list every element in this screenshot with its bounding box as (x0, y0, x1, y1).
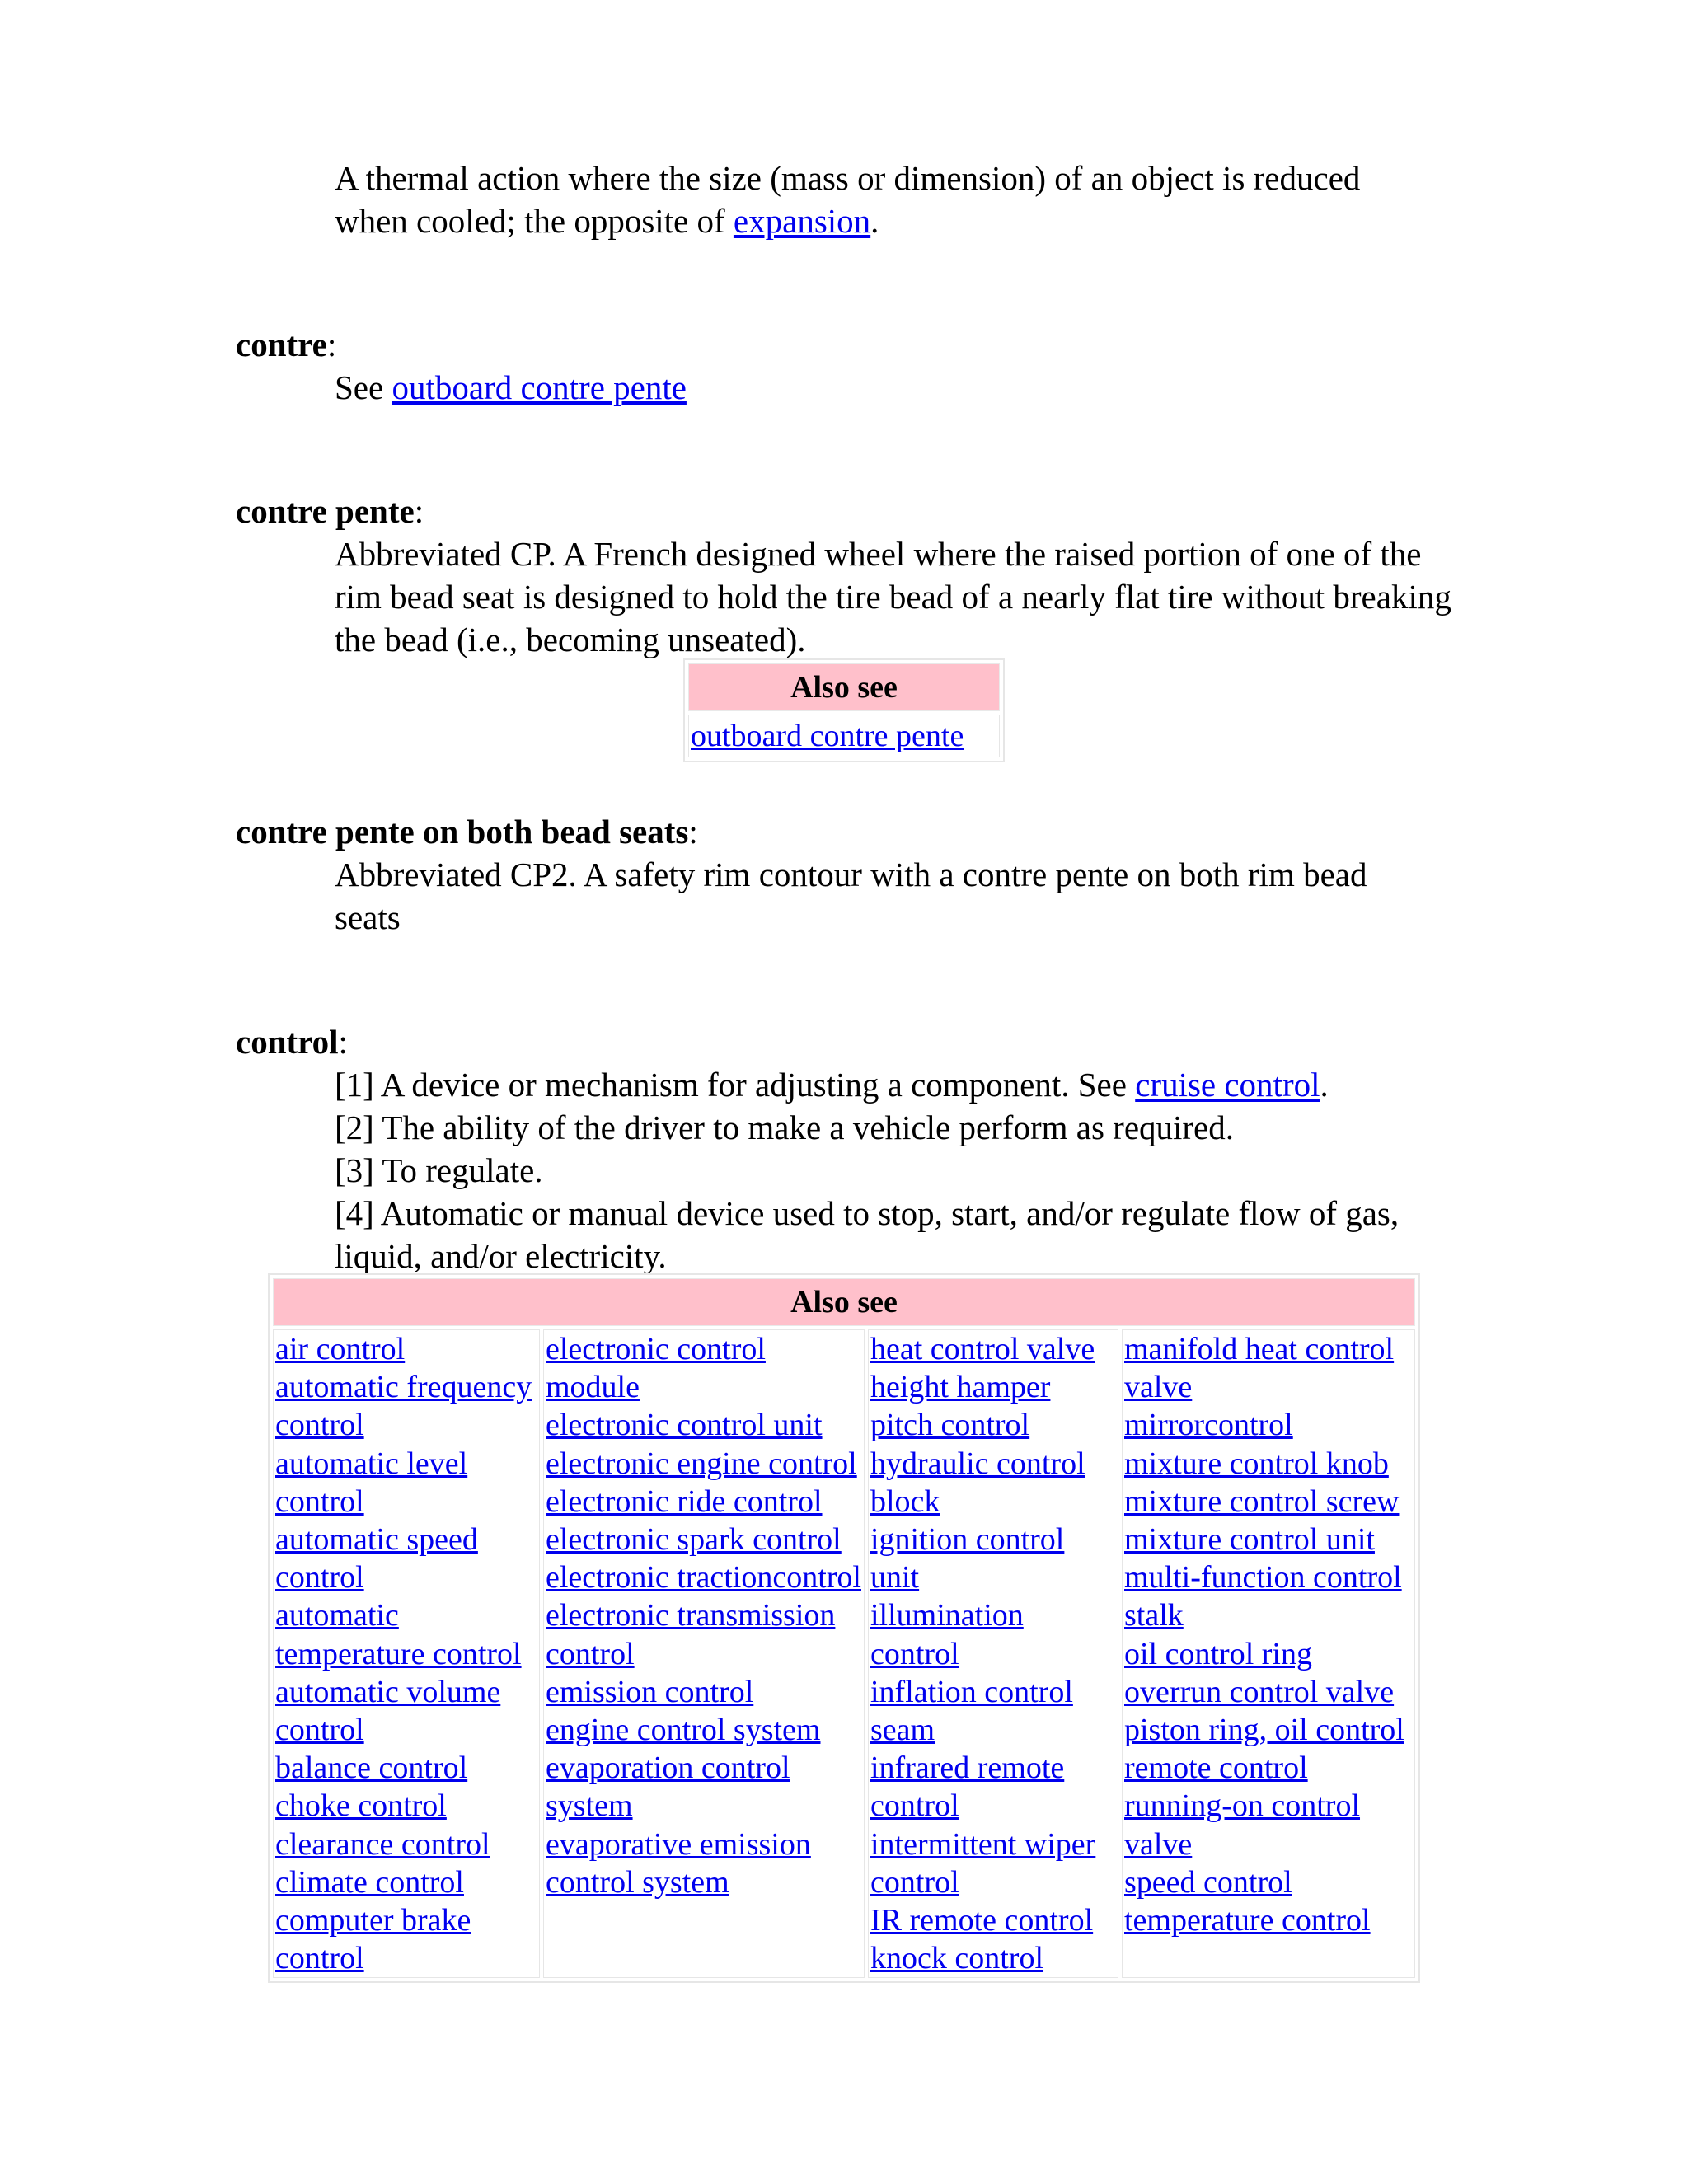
contraction-definition: A thermal action where the size (mass or dimension) of an object is reduced when cooled; the opposite of expansion. (335, 159, 1361, 240)
also-see-link-automatic-volume-control[interactable]: automatic volume control (275, 1674, 501, 1748)
also-see-link-climate-control[interactable]: climate control (275, 1864, 464, 1900)
also-see-link-automatic-temperature-control[interactable]: automatic temperature control (275, 1598, 522, 1671)
also-see-column-3 (868, 1329, 1118, 1978)
also-see-link-illumination-control[interactable]: illumination control (870, 1598, 1024, 1671)
also-see-link-multi-function-control-stalk[interactable]: multi-function control stalk (1124, 1560, 1402, 1633)
also-see-link-automatic-frequency-control[interactable]: automatic frequency control (275, 1370, 532, 1443)
control-def-2: [2] The ability of the driver to make a vehicle perform as required. (335, 1108, 1235, 1146)
also-see-link-overrun-control-valve[interactable]: overrun control valve (1124, 1674, 1395, 1709)
also-see-link-hydraulic-control-block[interactable]: hydraulic control block (870, 1446, 1085, 1519)
also-see-link-inflation-control-seam[interactable]: inflation control seam (870, 1674, 1073, 1748)
also-see-link-clearance-control[interactable]: clearance control (275, 1826, 490, 1862)
control-def-4: [4] Automatic or manual device used to stop, start, and/or regulate flow of gas, liquid, and/or electricity. (335, 1194, 1400, 1275)
control-def-1: [1] A device or mechanism for adjusting a component. See cruise control. (335, 1066, 1329, 1104)
link-outboard-contre-pente[interactable]: outboard contre pente (691, 719, 964, 753)
also-see-link-mixture-control-unit[interactable]: mixture control unit (1124, 1522, 1375, 1558)
also-see-table-contre-pente (683, 658, 1005, 762)
also-see-link-heat-control-valve[interactable]: heat control valve (870, 1332, 1095, 1366)
also-see-link-electronic-transmission-control[interactable]: electronic transmission control (546, 1598, 836, 1671)
also-see-link-ir-remote-control[interactable]: IR remote control (870, 1903, 1094, 1938)
also-see-link-electronic-ride-control[interactable]: electronic ride control (546, 1483, 823, 1519)
contre-pente-both-definition: Abbreviated CP2. A safety rim contour with a contre pente on both rim bead seats (335, 855, 1367, 936)
also-see-link-piston-ring-oil-control[interactable]: piston ring, oil control (1124, 1713, 1404, 1748)
control-def-3: [3] To regulate. (335, 1151, 543, 1189)
contre-pente-definition: Abbreviated CP. A French designed wheel where the raised portion of one of the rim bead seat is designed to hold the tire bead of a nearly flat tire without breaking the bead (i.e., becoming unseated). (335, 535, 1451, 658)
also-see-link-electronic-control-unit[interactable]: electronic control unit (546, 1408, 823, 1443)
also-see-link-remote-control[interactable]: remote control (1124, 1750, 1308, 1786)
also-see-link-engine-control-system[interactable]: engine control system (546, 1713, 821, 1748)
also-see-link-mixture-control-knob[interactable]: mixture control knob (1124, 1446, 1389, 1481)
also-see-header: Also see (273, 1278, 1415, 1326)
also-see-column-4 (1122, 1329, 1415, 1978)
link-outboard-contre-pente[interactable]: outboard contre pente (392, 368, 687, 406)
also-see-link-mixture-control-screw[interactable]: mixture control screw (1124, 1483, 1400, 1519)
also-see-link-air-control[interactable]: air control (275, 1332, 406, 1366)
also-see-link-temperature-control[interactable]: temperature control (1124, 1903, 1371, 1938)
also-see-link-evaporative-emission-control-system[interactable]: evaporative emission control system (546, 1826, 811, 1900)
also-see-link-manifold-heat-control-valve[interactable]: manifold heat control valve (1124, 1332, 1395, 1405)
also-see-link-emission-control[interactable]: emission control (546, 1674, 754, 1709)
also-see-link-infrared-remote-control[interactable]: infrared remote control (870, 1750, 1065, 1824)
link-expansion[interactable]: expansion (733, 202, 871, 240)
term-contre-pente: contre pente: (236, 492, 424, 530)
also-see-link-height-hamper-pitch-control[interactable]: height hamper pitch control (870, 1370, 1051, 1443)
also-see-cell (688, 715, 1000, 757)
also-see-table-control (268, 1273, 1420, 1983)
also-see-column-2 (543, 1329, 865, 1978)
link-cruise-control[interactable]: cruise control (1135, 1066, 1320, 1104)
term-contre: contre: (236, 326, 337, 363)
also-see-link-electronic-control-module[interactable]: electronic control module (546, 1332, 766, 1405)
contre-definition: See outboard contre pente (335, 368, 687, 406)
definition-text: A thermal action where the size (mass or dimension) of an object is reduced when cooled; the opposite of (335, 159, 1361, 240)
control-definition (335, 1063, 1472, 1277)
also-see-link-electronic-engine-control[interactable]: electronic engine control (546, 1446, 857, 1481)
also-see-link-intermittent-wiper-control[interactable]: intermittent wiper control (870, 1826, 1096, 1900)
also-see-link-knock-control[interactable]: knock control (870, 1941, 1044, 1976)
also-see-link-electronic-spark-control[interactable]: electronic spark control (546, 1522, 842, 1558)
term-contre-pente-on-both-bead-seats: contre pente on both bead seats: (236, 813, 698, 851)
also-see-link-ignition-control-unit[interactable]: ignition control unit (870, 1522, 1065, 1596)
also-see-column-1 (273, 1329, 540, 1978)
also-see-link-balance-control[interactable]: balance control (275, 1750, 468, 1786)
also-see-link-automatic-level-control[interactable]: automatic level control (275, 1446, 468, 1519)
also-see-link-mirrorcontrol[interactable]: mirrorcontrol (1124, 1408, 1293, 1443)
also-see-link-running-on-control-valve[interactable]: running-on control valve (1124, 1788, 1361, 1862)
also-see-link-speed-control[interactable]: speed control (1124, 1864, 1292, 1900)
also-see-link-computer-brake-control[interactable]: computer brake control (275, 1903, 471, 1976)
also-see-link-oil-control-ring[interactable]: oil control ring (1124, 1636, 1312, 1671)
also-see-link-evaporation-control-system[interactable]: evaporation control system (546, 1750, 790, 1824)
also-see-link-choke-control[interactable]: choke control (275, 1788, 447, 1824)
also-see-header: Also see (688, 663, 1000, 711)
also-see-link-automatic-speed-control[interactable]: automatic speed control (275, 1522, 478, 1596)
also-see-link-electronic-tractioncontrol[interactable]: electronic tractioncontrol (546, 1560, 861, 1596)
term-control: control: (236, 1023, 348, 1061)
